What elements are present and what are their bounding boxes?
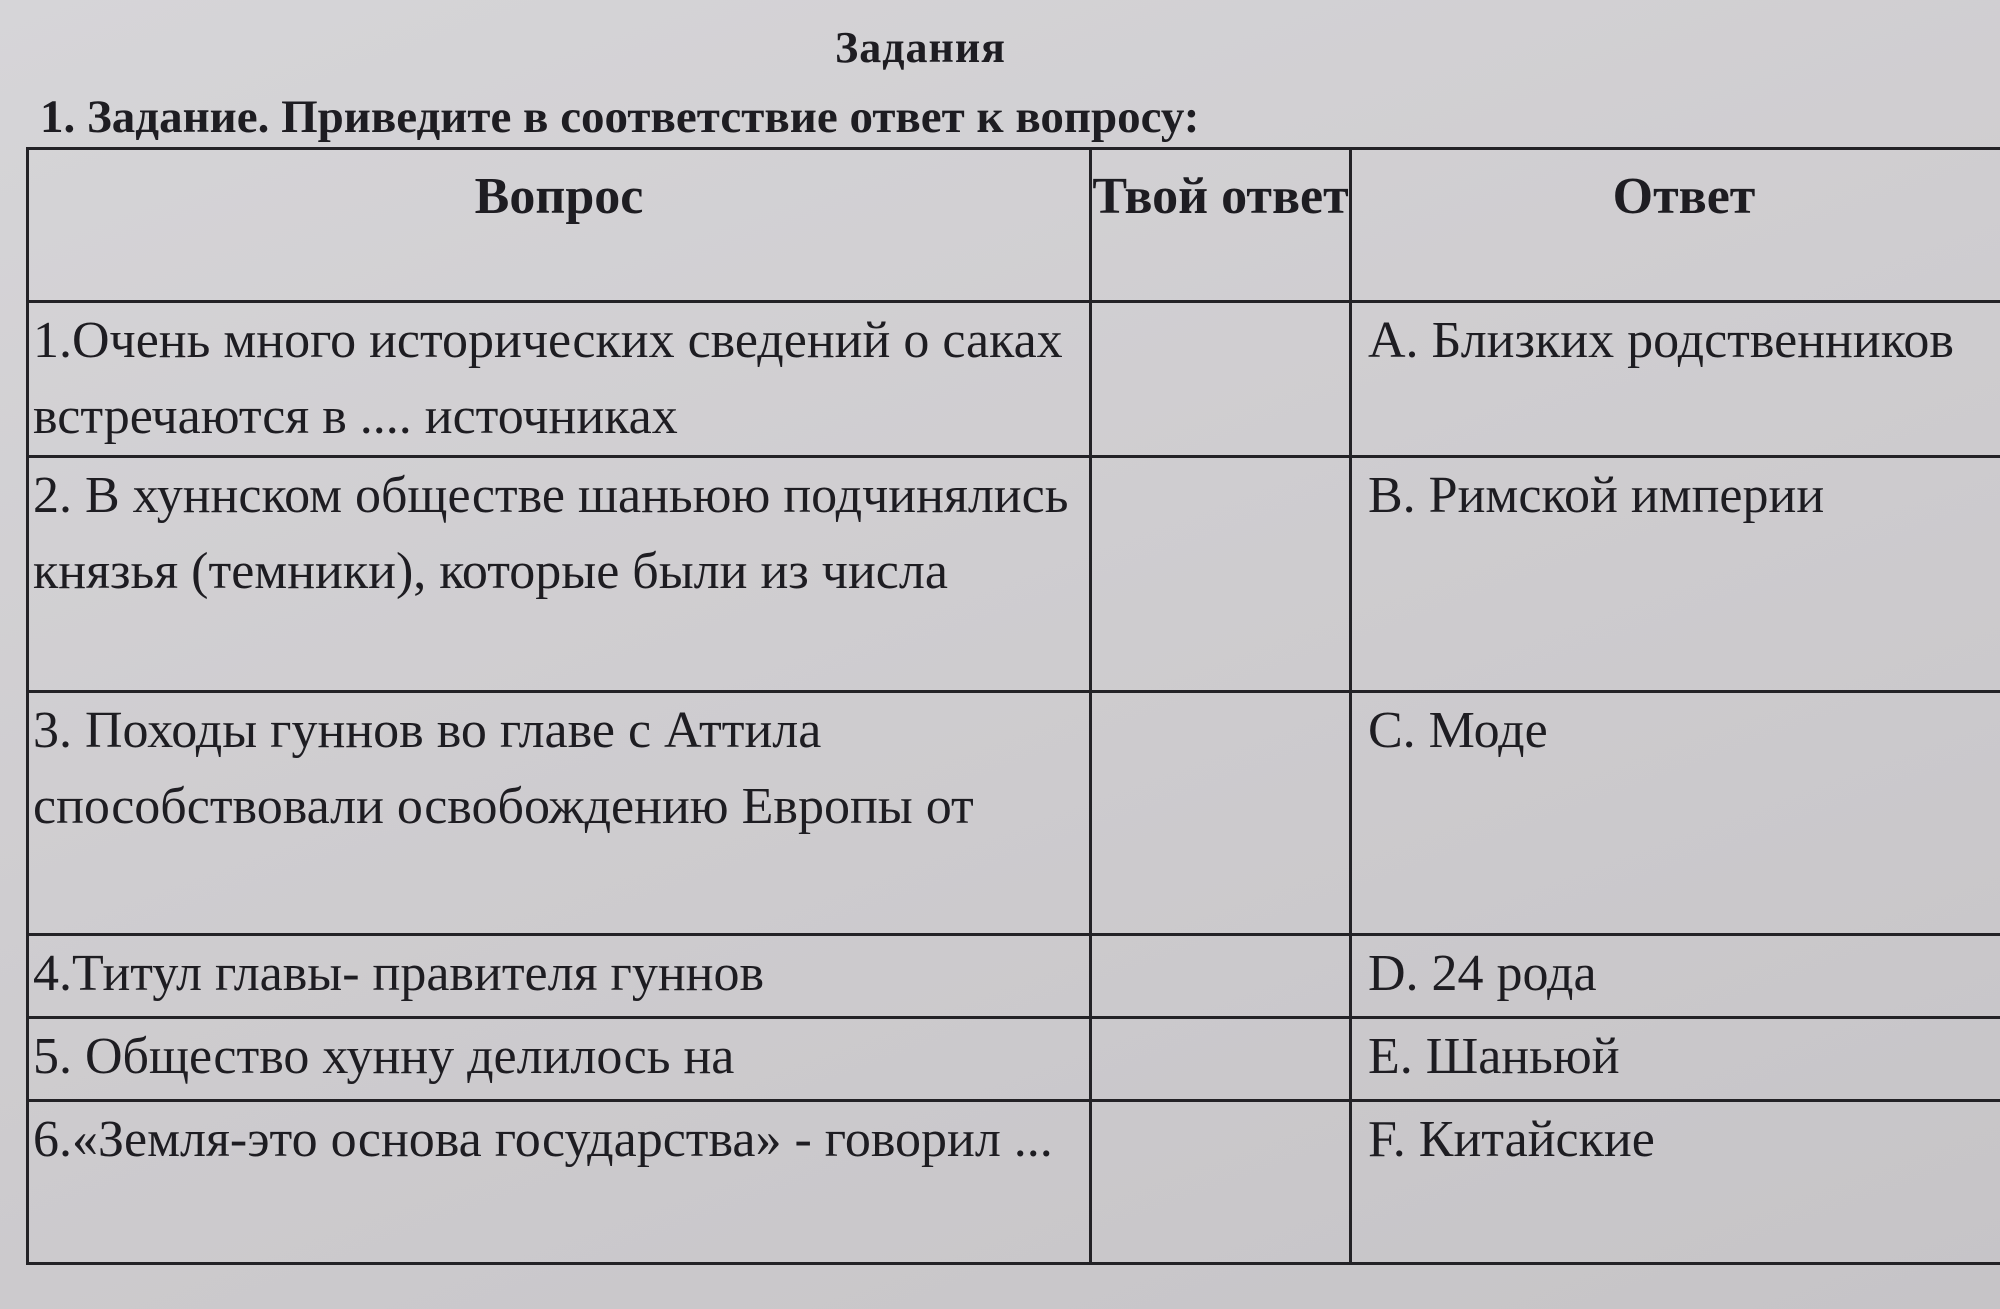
- question-cell: 2. В хуннском обществе шаньюю подчинялись князья (темники), которые были из числа: [28, 457, 1091, 692]
- table-row: [28, 935, 2000, 1018]
- answer-cell: B. Римской империи: [1351, 457, 2000, 692]
- question-cell: 5. Общество хунну делилось на: [28, 1018, 1091, 1101]
- answer-cell: D. 24 рода: [1351, 935, 2000, 1018]
- table-header-row: [28, 149, 2000, 302]
- table-row: [28, 1101, 2000, 1264]
- your-answer-cell[interactable]: [1091, 1101, 1351, 1264]
- header-your-answer: Твой ответ: [1091, 149, 1351, 302]
- answer-cell: C. Моде: [1351, 692, 2000, 935]
- section-title: Задания: [835, 23, 1006, 72]
- question-cell: 4.Титул главы- правителя гуннов: [28, 935, 1091, 1018]
- header-answer: Ответ: [1351, 149, 2000, 302]
- header-question: Вопрос: [28, 149, 1091, 302]
- question-cell: 1.Очень много исторических сведений о саках встречаются в .... источниках: [28, 302, 1091, 457]
- matching-table: [26, 147, 2000, 1265]
- your-answer-cell[interactable]: [1091, 692, 1351, 935]
- table-row: [28, 1018, 2000, 1101]
- your-answer-cell[interactable]: [1091, 302, 1351, 457]
- answer-cell: A. Близких родственников: [1351, 302, 2000, 457]
- your-answer-cell[interactable]: [1091, 935, 1351, 1018]
- answer-cell: E. Шаньюй: [1351, 1018, 2000, 1101]
- question-cell: 6.«Земля-это основа государства» - говорил ...: [28, 1101, 1091, 1264]
- your-answer-cell[interactable]: [1091, 1018, 1351, 1101]
- answer-cell: F. Китайские: [1351, 1101, 2000, 1264]
- question-cell: 3. Походы гуннов во главе с Аттила способствовали освобождению Европы от: [28, 692, 1091, 935]
- table-row: [28, 302, 2000, 457]
- your-answer-cell[interactable]: [1091, 457, 1351, 692]
- table-row: [28, 457, 2000, 692]
- task-instruction: 1. Задание. Приведите в соответствие ответ к вопросу:: [40, 91, 1200, 143]
- table-row: [28, 692, 2000, 935]
